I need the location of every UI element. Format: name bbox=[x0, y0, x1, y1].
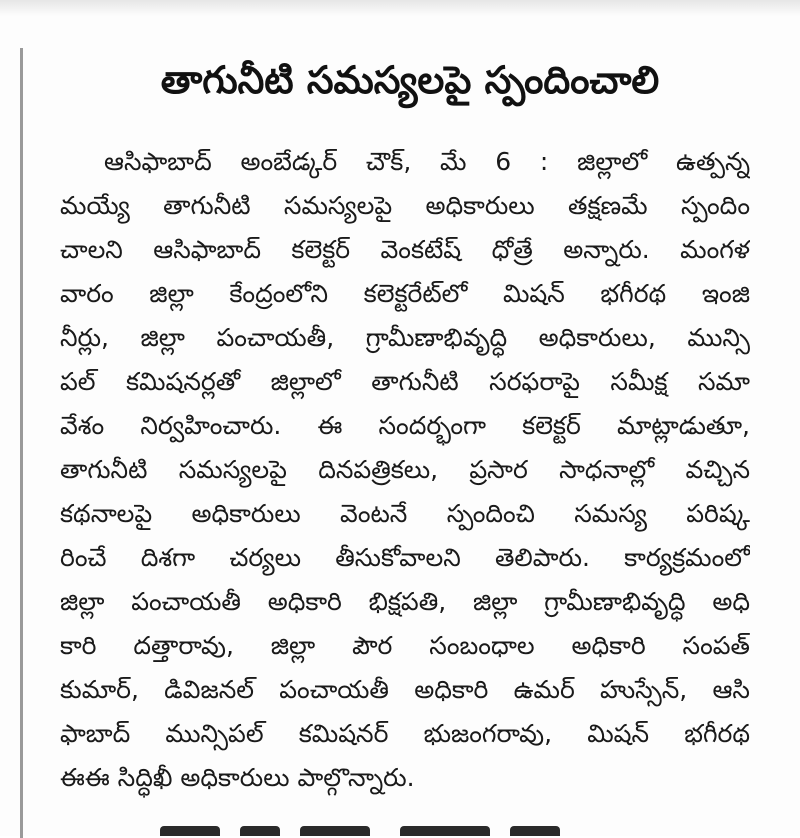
article-headline: తాగునీటి సమస్యలపై స్పందించాలి bbox=[160, 58, 660, 102]
article-body bbox=[60, 140, 750, 800]
page-shadow bbox=[0, 0, 800, 16]
article-line: చాలని ఆసిఫాబాద్ కలెక్టర్ వెంకటేష్ ధోత్రే అన్నారు. మంగళ bbox=[60, 235, 750, 264]
article-line: మయ్యే తాగునీటి సమస్యలపై అధికారులు తక్షణమే స్పందిం bbox=[60, 191, 750, 220]
article-line: ఫాబాద్ మున్సిపల్ కమిషనర్ భుజంగరావు, మిషన్ భగీరథ bbox=[60, 719, 750, 748]
article-line: తాగునీటి సమస్యలపై దినపత్రికలు, ప్రసార సాధనాల్లో వచ్చిన bbox=[60, 455, 750, 484]
article-line: పల్ కమిషనర్లతో జిల్లాలో తాగునీటి సరఫరాపై సమీక్ష సమా bbox=[60, 367, 750, 396]
article-line: కారి దత్తారావు, జిల్లా పౌర సంబంధాల అధికారి సంపత్ bbox=[60, 631, 750, 660]
column-divider bbox=[20, 48, 23, 838]
article-line: వేశం నిర్వహించారు. ఈ సందర్భంగా కలెక్టర్ మాట్లాడుతూ, bbox=[60, 411, 750, 440]
cut-off-glyph bbox=[240, 826, 280, 836]
cut-off-glyph bbox=[510, 826, 560, 836]
cut-off-next-headline bbox=[150, 818, 620, 836]
article-line: ఆసిఫాబాద్ అంబేడ్కర్ చౌక్, మే 6 : జిల్లాలో ఉత్పన్న bbox=[104, 147, 750, 176]
article-line: రించే దిశగా చర్యలు తీసుకోవాలని తెలిపారు. కార్యక్రమంలో bbox=[60, 543, 750, 572]
article-line: కుమార్, డివిజనల్ పంచాయతీ అధికారి ఉమర్ హుస్సేన్, ఆసి bbox=[60, 675, 750, 704]
cut-off-glyph bbox=[160, 826, 220, 836]
cut-off-glyph bbox=[300, 826, 370, 836]
article-line: వారం జిల్లా కేంద్రంలోని కలెక్టరేట్‌లో మిషన్ భగీరథ ఇంజి bbox=[60, 279, 750, 308]
article-line: ఈఈ సిద్ధిఖీ అధికారులు పాల్గొన్నారు. bbox=[60, 763, 415, 792]
cut-off-glyph bbox=[400, 826, 490, 836]
article-line: నీర్లు, జిల్లా పంచాయతీ, గ్రామీణాభివృద్ధి అధికారులు, మున్సి bbox=[60, 323, 750, 352]
article-line: కథనాలపై అధికారులు వెంటనే స్పందించి సమస్య పరిష్క bbox=[60, 499, 750, 528]
article-line: జిల్లా పంచాయతీ అధికారి భిక్షపతి, జిల్లా గ్రామీణాభివృద్ధి అధి bbox=[60, 587, 750, 616]
